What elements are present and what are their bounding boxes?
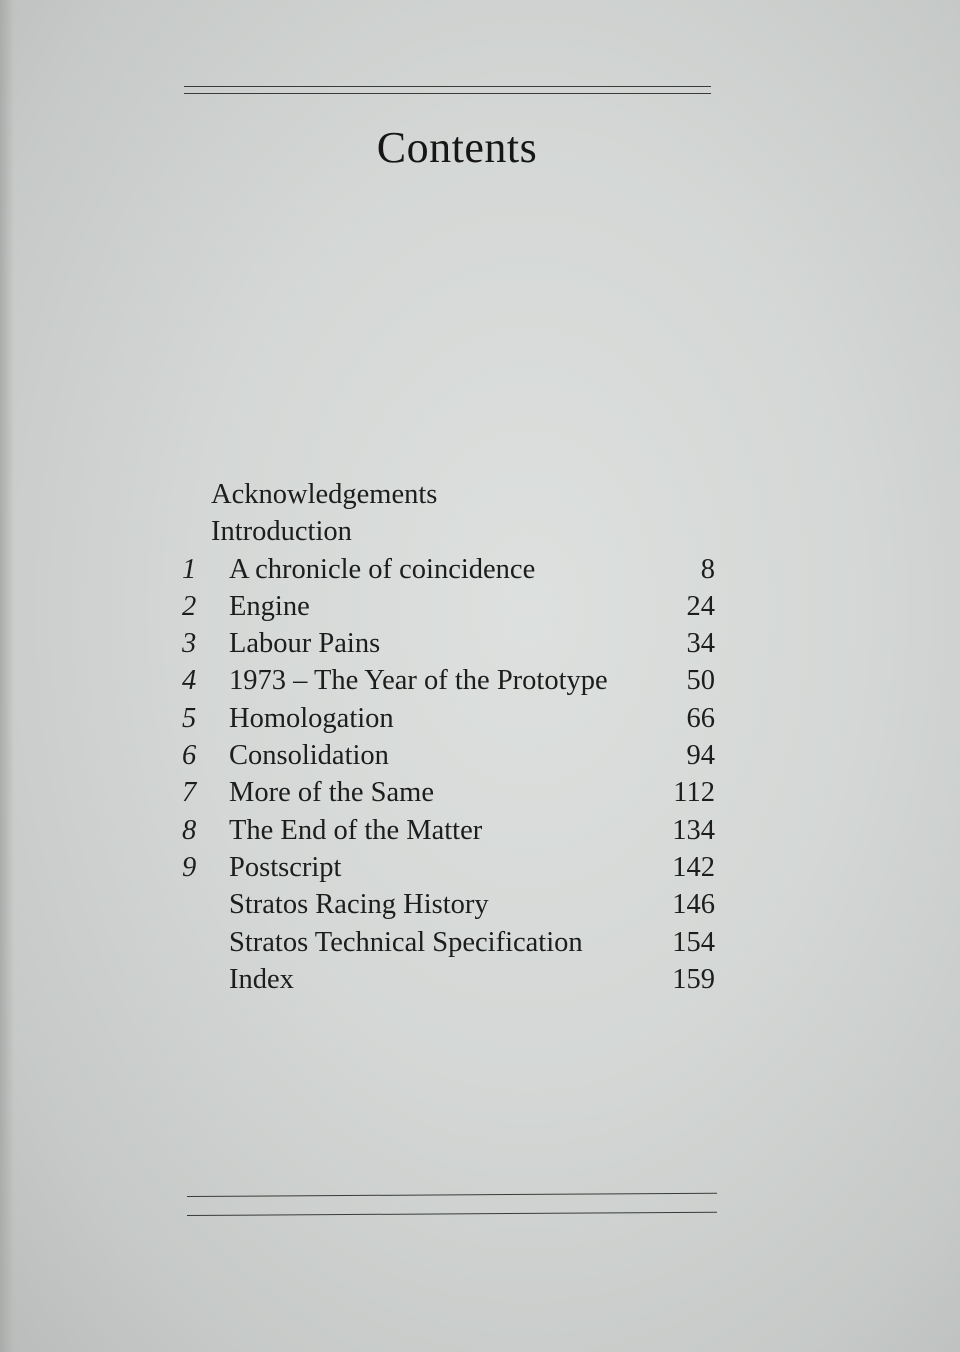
chapter-number: 4 — [182, 665, 197, 697]
toc-entry-chapter-3[interactable] — [0, 625, 960, 662]
toc-entry-chapter-2[interactable] — [0, 588, 960, 625]
chapter-number: 7 — [182, 777, 197, 809]
chapter-number: 2 — [182, 590, 197, 622]
bottom-rule-lower — [187, 1212, 717, 1216]
chapter-number: 6 — [182, 740, 197, 772]
page-title: Contents — [376, 123, 538, 172]
page-number: 24 — [686, 590, 715, 622]
toc-entry-chapter-4[interactable] — [0, 662, 960, 699]
toc-entry-label: Index — [229, 963, 294, 995]
top-rule-lower — [184, 93, 711, 94]
page-number: 50 — [686, 665, 715, 697]
toc-entry-label: Homologation — [229, 702, 394, 734]
toc-entry-label: Labour Pains — [229, 628, 381, 660]
chapter-number: 5 — [182, 702, 197, 734]
toc-entry-label: Consolidation — [229, 740, 389, 772]
toc-entry-technical-specification[interactable] — [0, 924, 960, 961]
page-number: 142 — [672, 851, 715, 883]
chapter-number: 9 — [182, 851, 197, 883]
toc-entry-chapter-9[interactable] — [0, 849, 960, 886]
page-number: 34 — [686, 628, 715, 660]
top-rule-upper — [184, 86, 711, 87]
toc-entry-label: Postscript — [229, 851, 342, 883]
toc-entry-label: Engine — [229, 590, 310, 622]
toc-entry-label: Introduction — [211, 516, 352, 548]
toc-entry-label: The End of the Matter — [229, 814, 483, 846]
page-number: 134 — [672, 814, 715, 846]
toc-entry-chapter-7[interactable] — [0, 774, 960, 811]
bottom-rule-upper — [187, 1193, 717, 1197]
toc-entry-acknowledgements[interactable] — [0, 476, 960, 513]
toc-entry-label: Stratos Racing History — [229, 889, 489, 921]
toc-entry-chapter-1[interactable] — [0, 551, 960, 588]
chapter-number: 1 — [182, 553, 197, 585]
toc-entry-racing-history[interactable] — [0, 886, 960, 923]
toc-entry-chapter-8[interactable] — [0, 812, 960, 849]
toc-entry-label: Acknowledgements — [211, 479, 438, 510]
toc-entry-chapter-6[interactable] — [0, 737, 960, 774]
toc-entry-label: More of the Same — [229, 777, 434, 809]
page-number: 112 — [673, 777, 715, 809]
page-number: 159 — [672, 963, 715, 995]
toc-entry-label: 1973 – The Year of the Prototype — [229, 665, 608, 697]
chapter-number: 3 — [182, 628, 197, 660]
toc-entry-label: Stratos Technical Specification — [229, 926, 583, 958]
page-number: 146 — [672, 889, 715, 921]
page-number: 94 — [686, 740, 715, 772]
toc-entry-chapter-5[interactable] — [0, 700, 960, 737]
page-number: 154 — [672, 926, 715, 958]
table-of-contents — [0, 476, 960, 998]
page-number: 8 — [700, 553, 715, 585]
toc-entry-introduction[interactable] — [0, 513, 960, 550]
page-number: 66 — [686, 702, 715, 734]
chapter-number: 8 — [182, 814, 197, 846]
toc-entry-label: A chronicle of coincidence — [229, 553, 536, 585]
toc-entry-index[interactable] — [0, 961, 960, 998]
